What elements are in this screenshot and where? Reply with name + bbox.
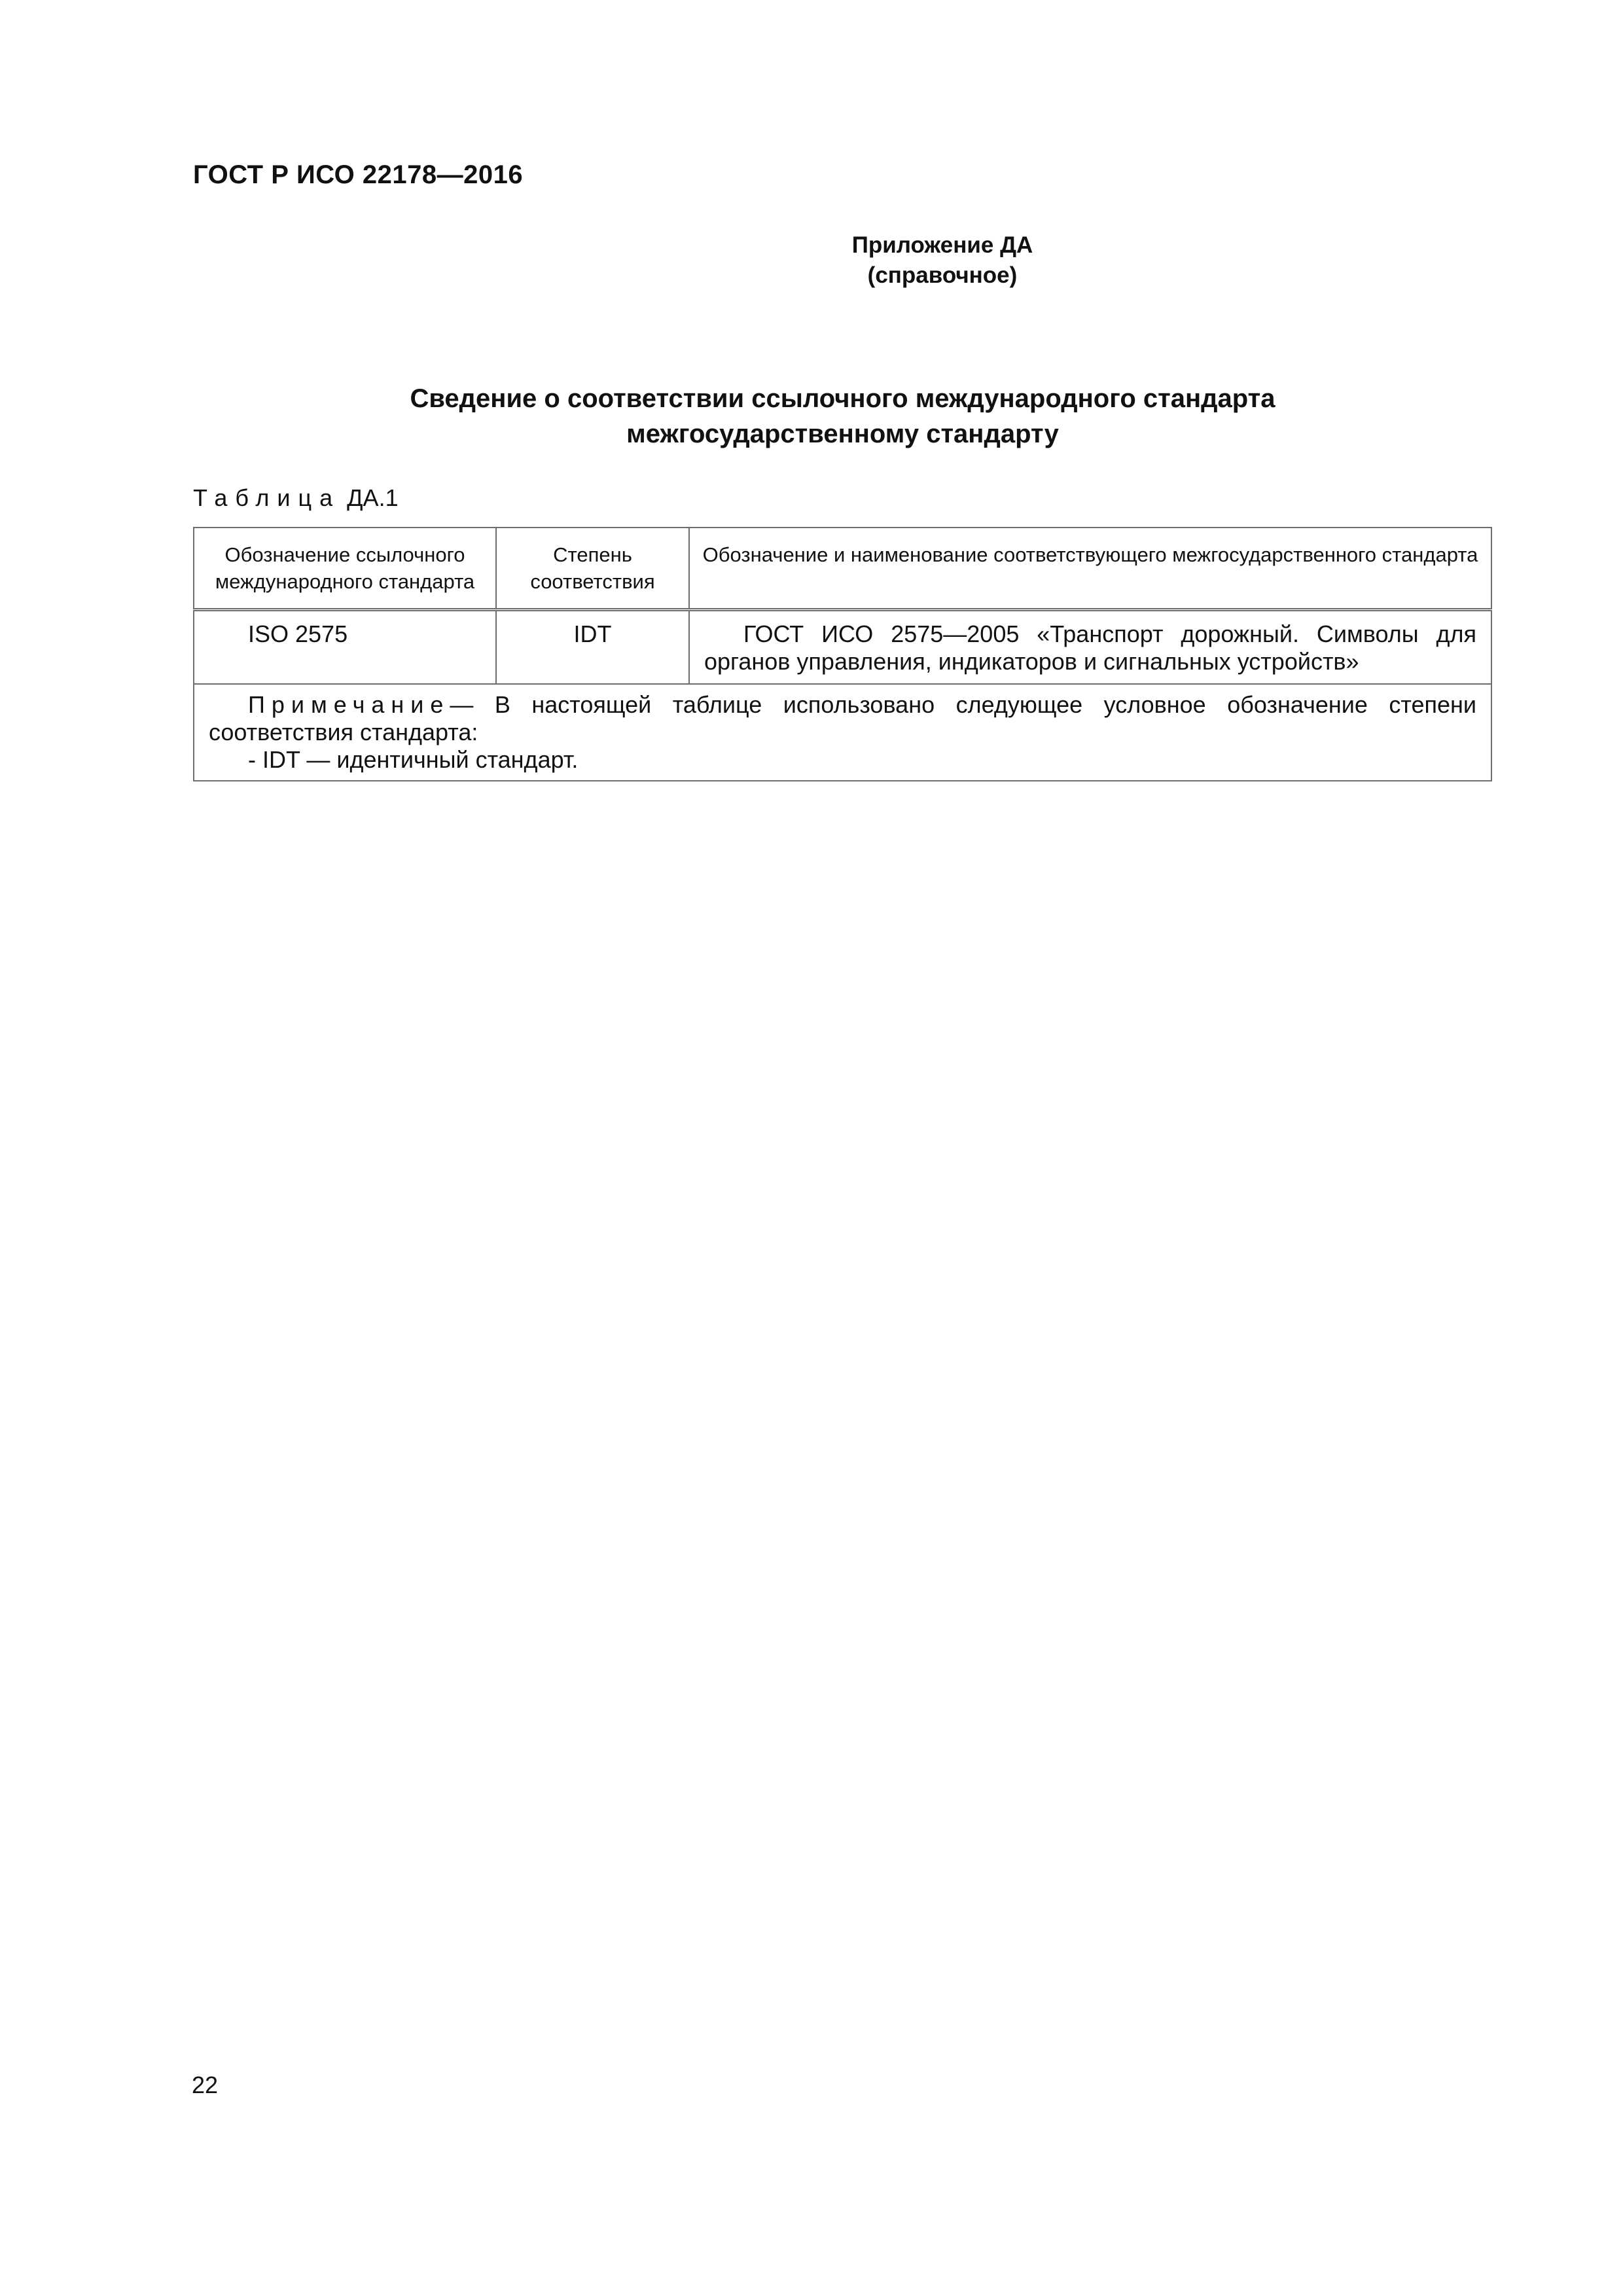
page-number: 22: [192, 2072, 219, 2098]
table-note-row: [194, 684, 1491, 781]
cell-national-standard: ГОСТ ИСО 2575—2005 «Транспорт дорожный. Символы для органов управления, индикаторов и сигнальных устройств»: [689, 610, 1491, 685]
note-paragraph: [209, 691, 1476, 746]
table-caption-word: Таблица: [193, 484, 341, 511]
document-id: ГОСТ Р ИСО 22178—2016: [193, 160, 524, 189]
appendix-heading: [193, 230, 1502, 291]
header-degree: Степень соответствия: [496, 528, 689, 610]
cell-degree: IDT: [496, 610, 689, 685]
table-note: [194, 684, 1491, 781]
note-label: Примечание: [248, 691, 450, 718]
note-list-item: - IDT — идентичный стандарт.: [248, 746, 579, 773]
section-title-line-1: Сведение о соответствии ссылочного международного стандарта: [410, 384, 1275, 413]
appendix-status: (справочное): [867, 262, 1018, 288]
table-caption: [193, 484, 399, 512]
section-title: [193, 381, 1492, 452]
header-reference-standard: Обозначение ссылочного международного стандарта: [194, 528, 496, 610]
header-national-standard: Обозначение и наименование соответствующего межгосударственного стандарта: [689, 528, 1491, 610]
table-caption-number: ДА.1: [347, 484, 399, 511]
correspondence-table: [193, 527, 1492, 781]
table-row: [194, 610, 1491, 685]
table-header-row: [194, 528, 1491, 610]
appendix-name: Приложение ДА: [851, 232, 1033, 258]
note-text: — В настоящей таблице использовано следующее условное обозначение степени соответствия стандарта:: [209, 691, 1476, 745]
cell-reference-standard: ISO 2575: [194, 610, 496, 685]
section-title-line-2: межгосударственному стандарту: [626, 420, 1059, 448]
